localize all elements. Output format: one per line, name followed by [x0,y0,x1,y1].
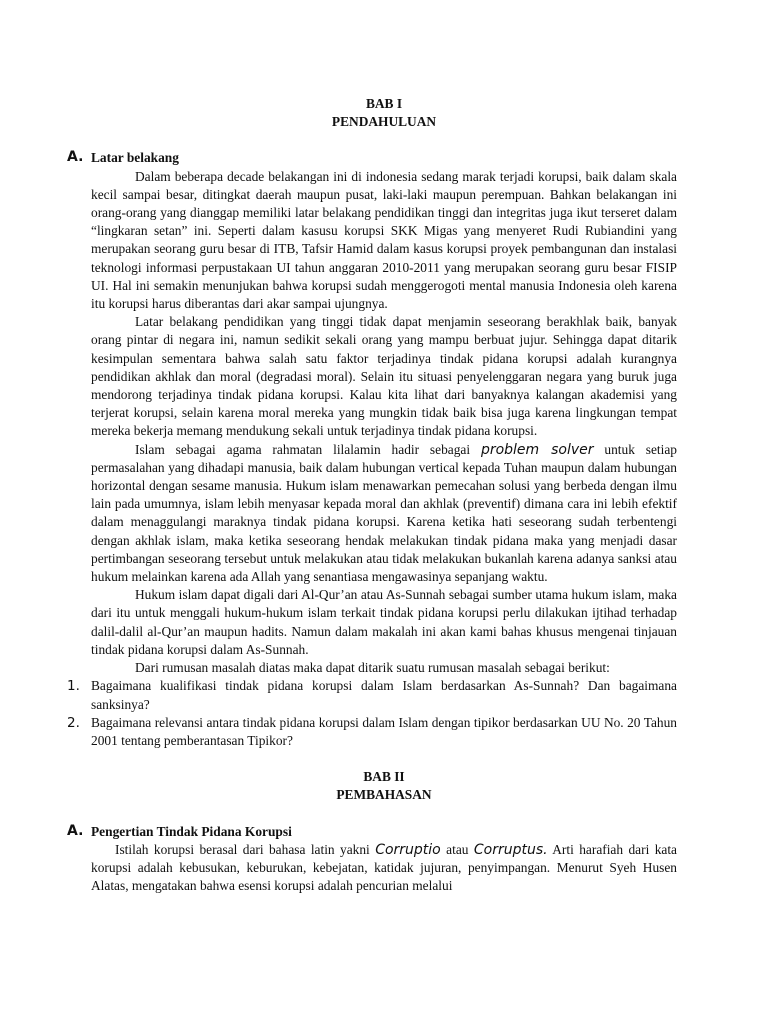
chapter-1-title: BAB I [365,96,403,111]
italic-term: Corruptio [375,841,441,858]
text-run: atau [440,841,474,857]
paragraph: Dari rumusan masalah diatas maka dapat ditarik suatu rumusan masalah sebagai berikut: [135,660,610,676]
section-title: Pengertian Tindak Pidana Korupsi [91,823,292,839]
section-latar-belakang [67,149,677,167]
paragraph [91,841,677,896]
paragraph: Hukum islam dapat digali dari Al-Qur’an atau As-Sunnah sebagai sumber utama hukum islam, maka dari itu untuk menggali hukum-hukum islam terkait tindak pidana korupsi perlu dilakukan ijtihad terhadap dalil-dalil al-Qur’an maupun hadits. Namun dalam makalah ini akan kami bahas khusus mengenai tinjauan tindak pidana korupsi dalam As-Sunnah. [91,587,677,657]
list-marker: 2. [67,714,80,731]
list-item [67,677,677,713]
text-run: Istilah korupsi berasal dari bahasa latin yakni [115,841,376,857]
paragraph: Latar belakang pendidikan yang tinggi tidak dapat menjamin seseorang berakhlak baik, banyak orang pintar di negara ini, namun sedikit sekali orang yang mampu berbuat jujur. Sehingga dapat ditarik kesimpulan sementara bahwa salah satu faktor terjadinya tindak pidana korupsi adalah kurangnya pendidikan akhlak dan moral (degradasi moral). Selain itu situasi penyelenggaran negara yang buruk juga mendorong terjadinya tindak pidana korupsi. Kalau kita lihat dari banyaknya kalangan akademisi yang terjerat korupsi, selain karena moral mereka yang mungkin tidak baik bisa juga karena lingkungan tempat mereka bekerja memang mendukung sekali untuk terjadinya tindak pidana korupsi. [91,314,677,439]
text-run: untuk setiap permasalahan yang dihadapi manusia, baik dalam hubungan vertical kepada Tuhan maupun dalam hubungan horizontal dengan sesame manusia. Hukum islam menawarkan pemecahan solusi yang berbeda dengan ilmu lain pada umumnya, islam lebih menyasar kepada moral dan akhlak (preventif) dimana cara ini lebih efektif dalam menaggulangi maraknya tindak pidana korupsi. Karena ketika hati seseorang sudah terbentengi dengan akhlak islam, maka ketika seseorang hendak melakukan tindak pidana maka yang menjadi dasar pertimbangan seseorang tersebut untuk melakukan atau tidak melakukan bukanlah karena adanya sanksi atau hukum melainkan karena ada Allah yang senantiasa mengawasinya sepanjang waktu. [91,441,677,585]
list-item-text: Bagaimana kualifikasi tindak pidana korupsi dalam Islam berdasarkan As-Sunnah? Dan bagaimana sanksinya? [91,678,677,712]
chapter-2-subtitle: PEMBAHASAN [336,787,432,803]
list-item [67,714,677,750]
section-marker: A. [67,149,84,166]
italic-term: Corruptus. [473,841,548,858]
section-marker: A. [67,822,84,839]
list-marker: 1. [67,678,80,695]
list-item-text: Bagaimana relevansi antara tindak pidana korupsi dalam Islam dengan tipikor berdasarkan UU No. 20 Tahun 2001 tentang pemberantasan Tipikor? [91,714,677,748]
text-run: Arti harafiah dari kata korupsi adalah kebusukan, keburukan, kebejatan, katidak jujuran, penyimpangan. Menurut Syeh Husen Alatas, mengatakan bahwa esensi korupsi adalah pencurian melalui [91,841,678,894]
chapter-1-subtitle: PENDAHULUAN [331,114,437,130]
paragraph: Dalam beberapa decade belakangan ini di indonesia sedang marak terjadi korupsi, baik dalam skala kecil sampai besar, ditingkat daerah maupun pusat, laki-laki maupun perempuan. Bahkan belakangan ini orang-orang yang dianggap memiliki latar belakang pendidikan tinggi dan integritas juga ikut terseret dalam “lingkaran setan” ini. Seperti dalam kasusu korupsi SKK Migas yang menyeret Rudi Rubiandini yang merupakan seorang guru besar di ITB, Tafsir Hamid dalam kasus korupsi proyek pembangunan dan instalasi teknologi informasi perpustakaan UI tahun anggaran 2010-2011 yang merupakan seorang guru besar FISIP UI. Hal ini semakin menunjukan bahwa korupsi sudah menggerogoti mental manusia Indonesia oleh karena itu korupsi harus diberantas dari akar sampai ujungnya. [91,168,677,312]
paragraph [91,441,677,587]
section-title: Latar belakang [91,150,179,166]
section-pengertian [67,822,677,841]
document-content [67,95,678,895]
chapter-2-title: BAB II [363,769,405,785]
italic-term: problem solver [480,441,594,458]
text-run: Islam sebagai agama rahmatan lilalamin hadir sebagai [135,441,481,457]
